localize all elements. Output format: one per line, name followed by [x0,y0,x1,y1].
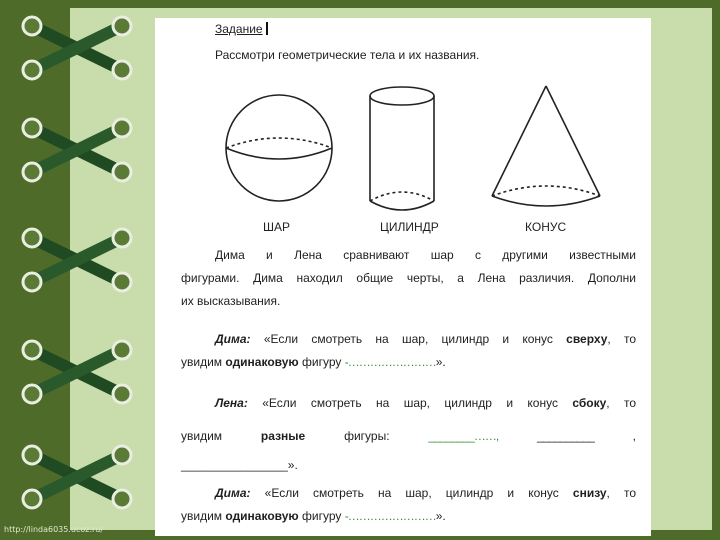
worksheet-page [155,18,651,536]
worksheet-subtitle: Рассмотри геометрические тела и их названия. [215,48,480,62]
intro-line-1: Дима и Лена сравнивают шар с другими известными [215,248,636,262]
emphasis-top: сверху [566,332,608,346]
text-cursor [266,22,268,35]
cylinder-shape [370,87,434,210]
lace-decoration [0,0,140,540]
intro-line-2: фигурами. Дима находил общие черты, а Лена различия. Дополни [181,271,636,285]
geometric-shapes-figure [215,78,635,228]
cylinder-label: ЦИЛИНДР [380,220,439,234]
intro-line-3: их высказывания. [181,294,281,308]
emphasis-bottom: снизу [572,486,607,500]
dima-statement-top: Дима: «Если смотреть на шар, цилиндр и конус сверху, то увидим одинаковую фигуру -……………………». [181,332,636,369]
footer-url: http://linda6035.ucoz.ru/ [4,525,104,534]
speaker-dima: Дима: [215,332,251,346]
answer-blank-bottom[interactable]: -…………………… [344,509,436,523]
sphere-label: ШАР [263,220,291,234]
cone-label: КОНУС [525,220,567,234]
worksheet-title: Задание [215,22,268,36]
answer-blank-side-1[interactable]: ________……, [428,429,499,443]
answer-blank-side-3[interactable]: ________________ [181,458,288,472]
intro-paragraph [181,244,636,313]
answer-blank-side-2[interactable]: __________ [537,429,594,443]
sphere-shape [226,95,332,201]
dima-statement-bottom: Дима: «Если смотреть на шар, цилиндр и конус снизу, то увидим одинаковую фигуру -……………………». [181,486,636,523]
answer-blank-top[interactable]: -…………………… [344,355,436,369]
speaker-dima: Дима: [215,486,251,500]
emphasis-side: сбоку [572,396,607,410]
cone-shape [492,86,600,206]
speaker-lena: Лена: [215,396,248,410]
lena-statement-side: Лена: «Если смотреть на шар, цилиндр и конус сбоку, то увидим разные фигуры: ________……, __________ , ________________». [181,396,636,472]
